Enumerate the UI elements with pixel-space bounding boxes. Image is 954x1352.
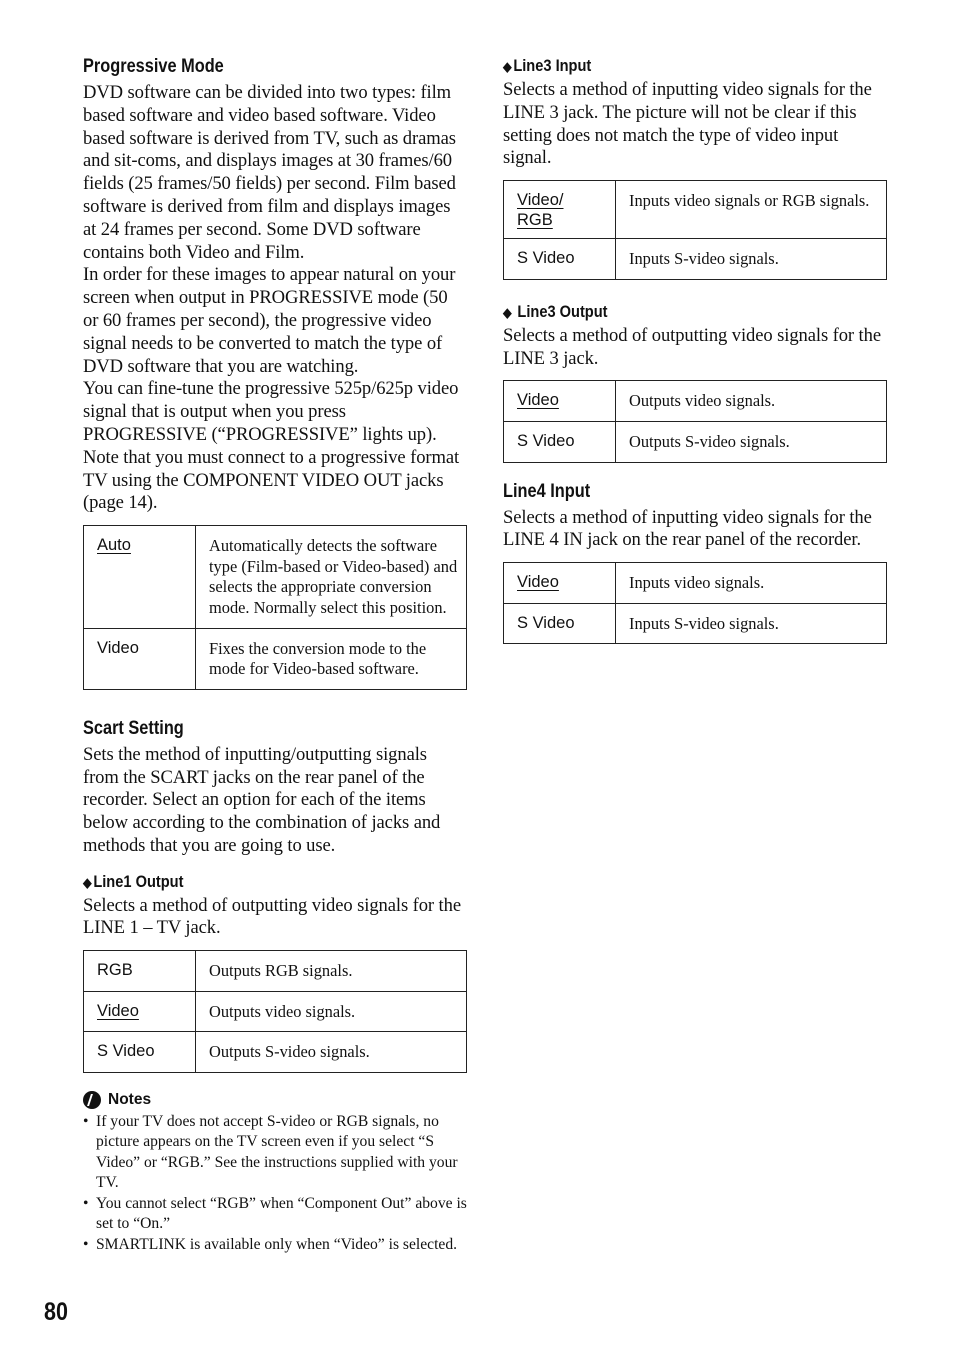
option-key-default: Video/ (517, 191, 564, 210)
option-description: Outputs S-video signals. (616, 421, 887, 462)
line1-output-heading: Line1 Output (93, 871, 184, 891)
progressive-mode-options-table (83, 525, 467, 690)
left-column (83, 56, 467, 1255)
line1-output-text: Selects a method of outputting video signals for the LINE 1 – TV jack. (83, 894, 461, 939)
page-number: 80 (44, 1298, 68, 1326)
notes-header (83, 1091, 467, 1109)
option-key: S Video (504, 603, 616, 644)
option-description: Fixes the conversion mode to the mode for Video-based software. (196, 628, 467, 689)
progressive-mode-heading: Progressive Mode (83, 56, 224, 77)
scart-setting-heading: Scart Setting (83, 717, 184, 739)
line3-input-heading: Line3 Input (513, 56, 592, 75)
option-description: Outputs video signals. (196, 991, 467, 1032)
progressive-mode-paragraph: You can fine-tune the progressive 525p/625p video signal that is output when you press PROGRESSIVE (“PROGRESSIVE” lights up). Note that you must connect to a progressive format TV using the COMPONENT VIDEO OUT jacks (page 14). (83, 378, 460, 514)
option-key: Video (84, 628, 196, 689)
table-row (504, 421, 887, 462)
line3-output-heading-wrap (503, 302, 833, 322)
option-key-default: Video (97, 1001, 139, 1020)
line1-output-options-table (83, 950, 467, 1073)
option-key: RGB (84, 951, 196, 992)
table-row (504, 181, 887, 239)
line3-input-text: Selects a method of inputting video signals for the LINE 3 jack. The picture will not be clear if this setting does not match the type of video input signal. (503, 79, 872, 169)
diamond-bullet-icon: ◆ (503, 304, 512, 320)
line4-input-options-table (503, 562, 887, 644)
notes-icon (83, 1091, 101, 1109)
option-description: Outputs video signals. (616, 381, 887, 422)
diamond-bullet-icon: ◆ (83, 874, 92, 890)
option-key: S Video (504, 239, 616, 280)
option-key-default: RGB (517, 211, 553, 230)
line3-input-heading-wrap (503, 56, 833, 76)
list-item: • If your TV does not accept S-video or RGB signals, no picture appears on the TV screen even if you select “S Video” or “RGB.” See the instructions supplied with your TV. (83, 1112, 467, 1194)
table-row (84, 951, 467, 992)
line1-output-heading-wrap (83, 872, 413, 892)
notes-list (83, 1112, 467, 1255)
list-item: • SMARTLINK is available only when “Video” is selected. (83, 1235, 467, 1255)
option-key-default: Video (517, 573, 559, 592)
diamond-bullet-icon: ◆ (503, 59, 512, 74)
table-row (84, 628, 467, 689)
table-row (84, 526, 467, 628)
option-description: Outputs RGB signals. (196, 951, 467, 992)
option-description: Inputs S-video signals. (616, 239, 887, 280)
option-description: Automatically detects the software type (Film-based or Video-based) and selects the appropriate conversion mode. Normally select this position. (196, 526, 467, 628)
progressive-mode-paragraph: DVD software can be divided into two types: film based software and video based software. Video based software is derived from TV, such as dramas and sit-coms, and displays images at 30 frames/60 fields (25 frames/50 fields) per second. Film based software is derived from film and displays images at 24 frames per second. Some DVD software contains both Video and Film. (83, 82, 456, 263)
option-key: S Video (84, 1032, 196, 1073)
notes-heading: Notes (108, 1091, 152, 1109)
option-key-default: Video (517, 391, 559, 410)
right-column (503, 56, 887, 672)
table-row (504, 603, 887, 644)
line4-input-heading: Line4 Input (503, 480, 591, 502)
line3-output-options-table (503, 380, 887, 462)
table-row (504, 239, 887, 280)
line3-output-text: Selects a method of outputting video signals for the LINE 3 jack. (503, 324, 881, 369)
line4-input-text: Selects a method of inputting video signals for the LINE 4 IN jack on the rear panel of the recorder. (503, 506, 872, 551)
option-description: Inputs video signals. (616, 563, 887, 604)
table-row (84, 1032, 467, 1073)
option-key: S Video (504, 421, 616, 462)
option-description: Outputs S-video signals. (196, 1032, 467, 1073)
line3-input-options-table (503, 180, 887, 280)
scart-setting-text: Sets the method of inputting/outputting signals from the SCART jacks on the rear panel of the recorder. Select an option for each of the items below according to the combination of jacks and methods that you are going to use. (83, 743, 441, 856)
table-row (504, 381, 887, 422)
line3-output-heading: Line3 Output (517, 301, 608, 321)
list-item: • You cannot select “RGB” when “Component Out” above is set to “On.” (83, 1194, 467, 1235)
option-description: Inputs S-video signals. (616, 603, 887, 644)
progressive-mode-paragraph: In order for these images to appear natural on your screen when output in PROGRESSIVE mode (50 or 60 frames per second), the progressive video signal needs to be converted to match the type of DVD software that you are watching. (83, 264, 456, 377)
table-row (504, 563, 887, 604)
table-row (84, 991, 467, 1032)
option-key-default: Auto (97, 536, 131, 555)
option-description: Inputs video signals or RGB signals. (616, 181, 887, 239)
